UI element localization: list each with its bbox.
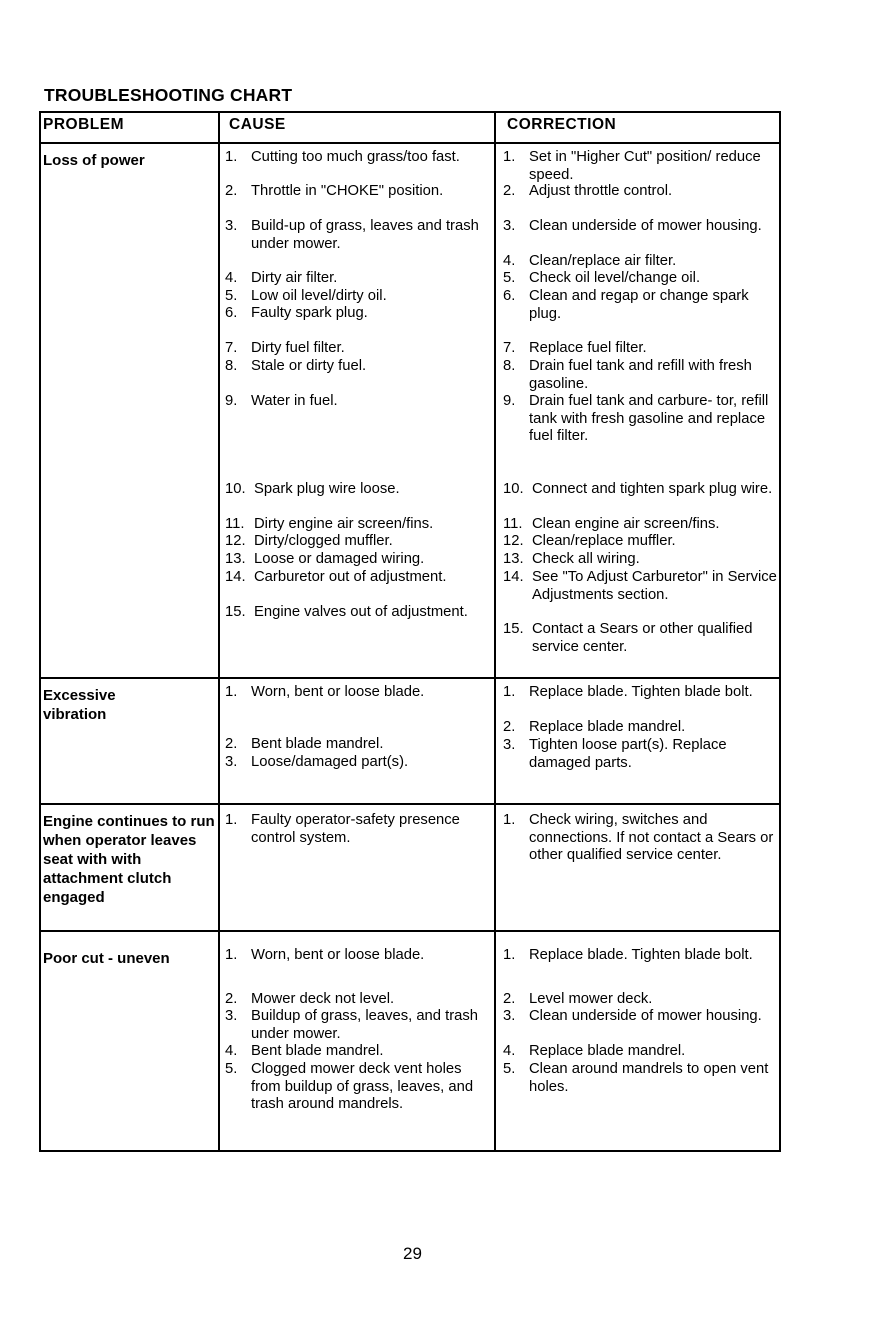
- item-number: 3.: [503, 218, 516, 234]
- cause-item: [225, 149, 491, 167]
- correction-item: [503, 149, 779, 184]
- item-text: Check wiring, switches and connections. If not contact a Sears or other qualified service center.: [529, 812, 774, 863]
- problem-excessive-vibration: Excessive vibration: [43, 687, 116, 723]
- cause-item: [225, 516, 491, 534]
- table-right-border: [779, 111, 781, 1152]
- correction-item: [503, 812, 779, 865]
- cause-item: [225, 1008, 491, 1043]
- column-divider-cause: [218, 111, 220, 1152]
- item-text: Clean/replace muffler.: [532, 533, 676, 549]
- correction-item: [503, 684, 779, 702]
- correction-item: [503, 481, 779, 499]
- causes-engine-continues: [225, 812, 491, 922]
- item-number: 3.: [225, 754, 238, 770]
- item-text: Clean/replace air filter.: [529, 253, 677, 269]
- correction-item: [503, 947, 779, 965]
- item-number: 4.: [503, 1043, 516, 1059]
- item-number: 12.: [503, 533, 524, 549]
- cause-item: [225, 736, 491, 754]
- row-divider: [39, 677, 781, 679]
- item-text: Clean around mandrels to open vent holes.: [529, 1061, 769, 1095]
- item-number: 12.: [225, 533, 246, 549]
- correction-item: [503, 551, 779, 569]
- item-number: 3.: [503, 737, 516, 753]
- item-text: Build-up of grass, leaves and trash under mower.: [251, 218, 479, 252]
- problem-loss-of-power: Loss of power: [43, 152, 145, 169]
- item-text: Drain fuel tank and carbure- tor, refill tank with fresh gasoline and replace fuel filter.: [529, 393, 769, 444]
- item-number: 15.: [503, 621, 524, 637]
- item-number: 5.: [503, 1061, 516, 1077]
- page-number: 29: [403, 1244, 422, 1263]
- header-cause: CAUSE: [229, 116, 286, 133]
- item-text: Mower deck not level.: [251, 991, 395, 1007]
- cause-item: [225, 991, 491, 1009]
- item-number: 1.: [503, 149, 516, 165]
- item-text: Replace blade mandrel.: [529, 719, 686, 735]
- item-number: 14.: [225, 569, 246, 585]
- item-number: 3.: [225, 1008, 238, 1024]
- item-number: 11.: [503, 516, 523, 532]
- item-number: 9.: [225, 393, 238, 409]
- header-divider: [39, 142, 781, 144]
- item-number: 1.: [503, 684, 516, 700]
- item-number: 2.: [503, 719, 516, 735]
- item-number: 1.: [225, 812, 238, 828]
- troubleshooting-table: [39, 111, 781, 1152]
- item-number: 6.: [503, 288, 516, 304]
- item-number: 1.: [225, 947, 238, 963]
- correction-item: [503, 533, 779, 551]
- cause-item: [225, 393, 491, 411]
- item-number: 15.: [225, 604, 246, 620]
- item-text: Clean underside of mower housing.: [529, 1008, 762, 1024]
- item-text: Dirty fuel filter.: [251, 340, 345, 356]
- item-number: 8.: [225, 358, 238, 374]
- item-text: Low oil level/dirty oil.: [251, 288, 387, 304]
- item-number: 2.: [225, 736, 238, 752]
- causes-poor-cut-uneven: [225, 947, 491, 1147]
- item-text: Set in "Higher Cut" position/ reduce speed.: [529, 149, 761, 183]
- item-text: Tighten loose part(s). Replace damaged parts.: [529, 737, 727, 771]
- item-text: Dirty air filter.: [251, 270, 338, 286]
- cause-item: [225, 684, 491, 702]
- item-number: 13.: [225, 551, 246, 567]
- cause-item: [225, 218, 491, 253]
- cause-item: [225, 754, 491, 772]
- item-number: 1.: [503, 947, 516, 963]
- item-number: 13.: [503, 551, 524, 567]
- correction-item: [503, 737, 779, 772]
- correction-item: [503, 393, 779, 446]
- item-text: Replace blade. Tighten blade bolt.: [529, 947, 753, 963]
- correction-item: [503, 358, 779, 393]
- cause-item: [225, 812, 491, 847]
- item-number: 5.: [225, 288, 238, 304]
- correction-item: [503, 340, 779, 358]
- correction-item: [503, 1061, 779, 1096]
- item-text: Loose/damaged part(s).: [251, 754, 409, 770]
- item-number: 4.: [225, 1043, 238, 1059]
- item-text: Replace blade mandrel.: [529, 1043, 686, 1059]
- item-text: Worn, bent or loose blade.: [251, 684, 425, 700]
- table-left-border: [39, 111, 41, 1152]
- correction-item: [503, 1043, 779, 1061]
- problem-engine-continues: Engine continues to run when operator leaves seat with with attachment clutch engaged: [43, 813, 215, 906]
- item-text: Dirty engine air screen/fins.: [254, 516, 434, 532]
- cause-item: [225, 604, 491, 622]
- column-divider-correction: [494, 111, 496, 1152]
- correction-item: [503, 569, 779, 604]
- corrections-loss-of-power: [503, 149, 779, 669]
- corrections-poor-cut-uneven: [503, 947, 779, 1147]
- causes-excessive-vibration: [225, 684, 491, 794]
- cause-item: [225, 270, 491, 288]
- item-number: 10.: [225, 481, 246, 497]
- item-text: Dirty/clogged muffler.: [254, 533, 393, 549]
- item-number: 11.: [225, 516, 245, 532]
- cause-item: [225, 340, 491, 358]
- cause-item: [225, 569, 491, 587]
- row-divider: [39, 803, 781, 805]
- item-text: Buildup of grass, leaves, and trash under mower.: [251, 1008, 479, 1042]
- item-text: Bent blade mandrel.: [251, 1043, 384, 1059]
- item-number: 1.: [225, 149, 238, 165]
- item-number: 5.: [503, 270, 516, 286]
- item-number: 4.: [503, 253, 516, 269]
- page-title: TROUBLESHOOTING CHART: [44, 85, 293, 105]
- item-text: Carburetor out of adjustment.: [254, 569, 447, 585]
- item-text: Replace fuel filter.: [529, 340, 647, 356]
- item-number: 10.: [503, 481, 524, 497]
- item-number: 14.: [503, 569, 524, 585]
- item-number: 3.: [503, 1008, 516, 1024]
- item-text: Worn, bent or loose blade.: [251, 947, 425, 963]
- item-text: Water in fuel.: [251, 393, 338, 409]
- cause-item: [225, 947, 491, 965]
- correction-item: [503, 253, 779, 271]
- correction-item: [503, 991, 779, 1009]
- item-text: Cutting too much grass/too fast.: [251, 149, 460, 165]
- item-number: 4.: [225, 270, 238, 286]
- problem-poor-cut-uneven: Poor cut - uneven: [43, 950, 170, 967]
- item-text: Loose or damaged wiring.: [254, 551, 425, 567]
- correction-item: [503, 288, 779, 323]
- correction-item: [503, 270, 779, 288]
- item-text: Faulty operator-safety presence control system.: [251, 812, 460, 846]
- cause-item: [225, 1043, 491, 1061]
- cause-item: [225, 1061, 491, 1114]
- item-text: Replace blade. Tighten blade bolt.: [529, 684, 753, 700]
- item-text: Check all wiring.: [532, 551, 640, 567]
- item-number: 2.: [225, 991, 238, 1007]
- cause-item: [225, 183, 491, 201]
- table-bottom-border: [39, 1150, 781, 1152]
- cause-item: [225, 288, 491, 306]
- correction-item: [503, 621, 779, 656]
- correction-item: [503, 516, 779, 534]
- item-text: Clean and regap or change spark plug.: [529, 288, 749, 322]
- item-text: Check oil level/change oil.: [529, 270, 701, 286]
- item-number: 8.: [503, 358, 516, 374]
- item-number: 3.: [225, 218, 238, 234]
- item-text: Stale or dirty fuel.: [251, 358, 367, 374]
- item-text: Level mower deck.: [529, 991, 653, 1007]
- item-text: Clean underside of mower housing.: [529, 218, 762, 234]
- correction-item: [503, 1008, 779, 1026]
- item-text: See "To Adjust Carburetor" in Service Adjustments section.: [532, 569, 777, 603]
- item-number: 5.: [225, 1061, 238, 1077]
- item-number: 7.: [503, 340, 516, 356]
- item-text: Bent blade mandrel.: [251, 736, 384, 752]
- item-number: 6.: [225, 305, 238, 321]
- item-text: Connect and tighten spark plug wire.: [532, 481, 773, 497]
- item-text: Adjust throttle control.: [529, 183, 673, 199]
- item-text: Contact a Sears or other qualified service center.: [532, 621, 753, 655]
- item-text: Clogged mower deck vent holes from buildup of grass, leaves, and trash around mandrels.: [251, 1061, 474, 1112]
- item-number: 9.: [503, 393, 516, 409]
- cause-item: [225, 305, 491, 323]
- corrections-excessive-vibration: [503, 684, 779, 794]
- table-top-border: [39, 111, 781, 113]
- item-text: Engine valves out of adjustment.: [254, 604, 468, 620]
- item-text: Faulty spark plug.: [251, 305, 368, 321]
- item-number: 2.: [503, 183, 516, 199]
- item-text: Clean engine air screen/fins.: [532, 516, 720, 532]
- causes-loss-of-power: [225, 149, 491, 669]
- item-text: Throttle in "CHOKE" position.: [251, 183, 444, 199]
- cause-item: [225, 551, 491, 569]
- cause-item: [225, 358, 491, 376]
- item-number: 1.: [503, 812, 516, 828]
- item-number: 2.: [503, 991, 516, 1007]
- item-text: Spark plug wire loose.: [254, 481, 400, 497]
- corrections-engine-continues: [503, 812, 779, 922]
- correction-item: [503, 218, 779, 236]
- row-divider: [39, 930, 781, 932]
- header-correction: CORRECTION: [507, 116, 617, 133]
- cause-item: [225, 481, 491, 499]
- item-number: 7.: [225, 340, 238, 356]
- header-problem: PROBLEM: [43, 116, 124, 133]
- item-text: Drain fuel tank and refill with fresh gasoline.: [529, 358, 752, 392]
- cause-item: [225, 533, 491, 551]
- item-number: 2.: [225, 183, 238, 199]
- item-number: 1.: [225, 684, 238, 700]
- correction-item: [503, 719, 779, 737]
- correction-item: [503, 183, 779, 201]
